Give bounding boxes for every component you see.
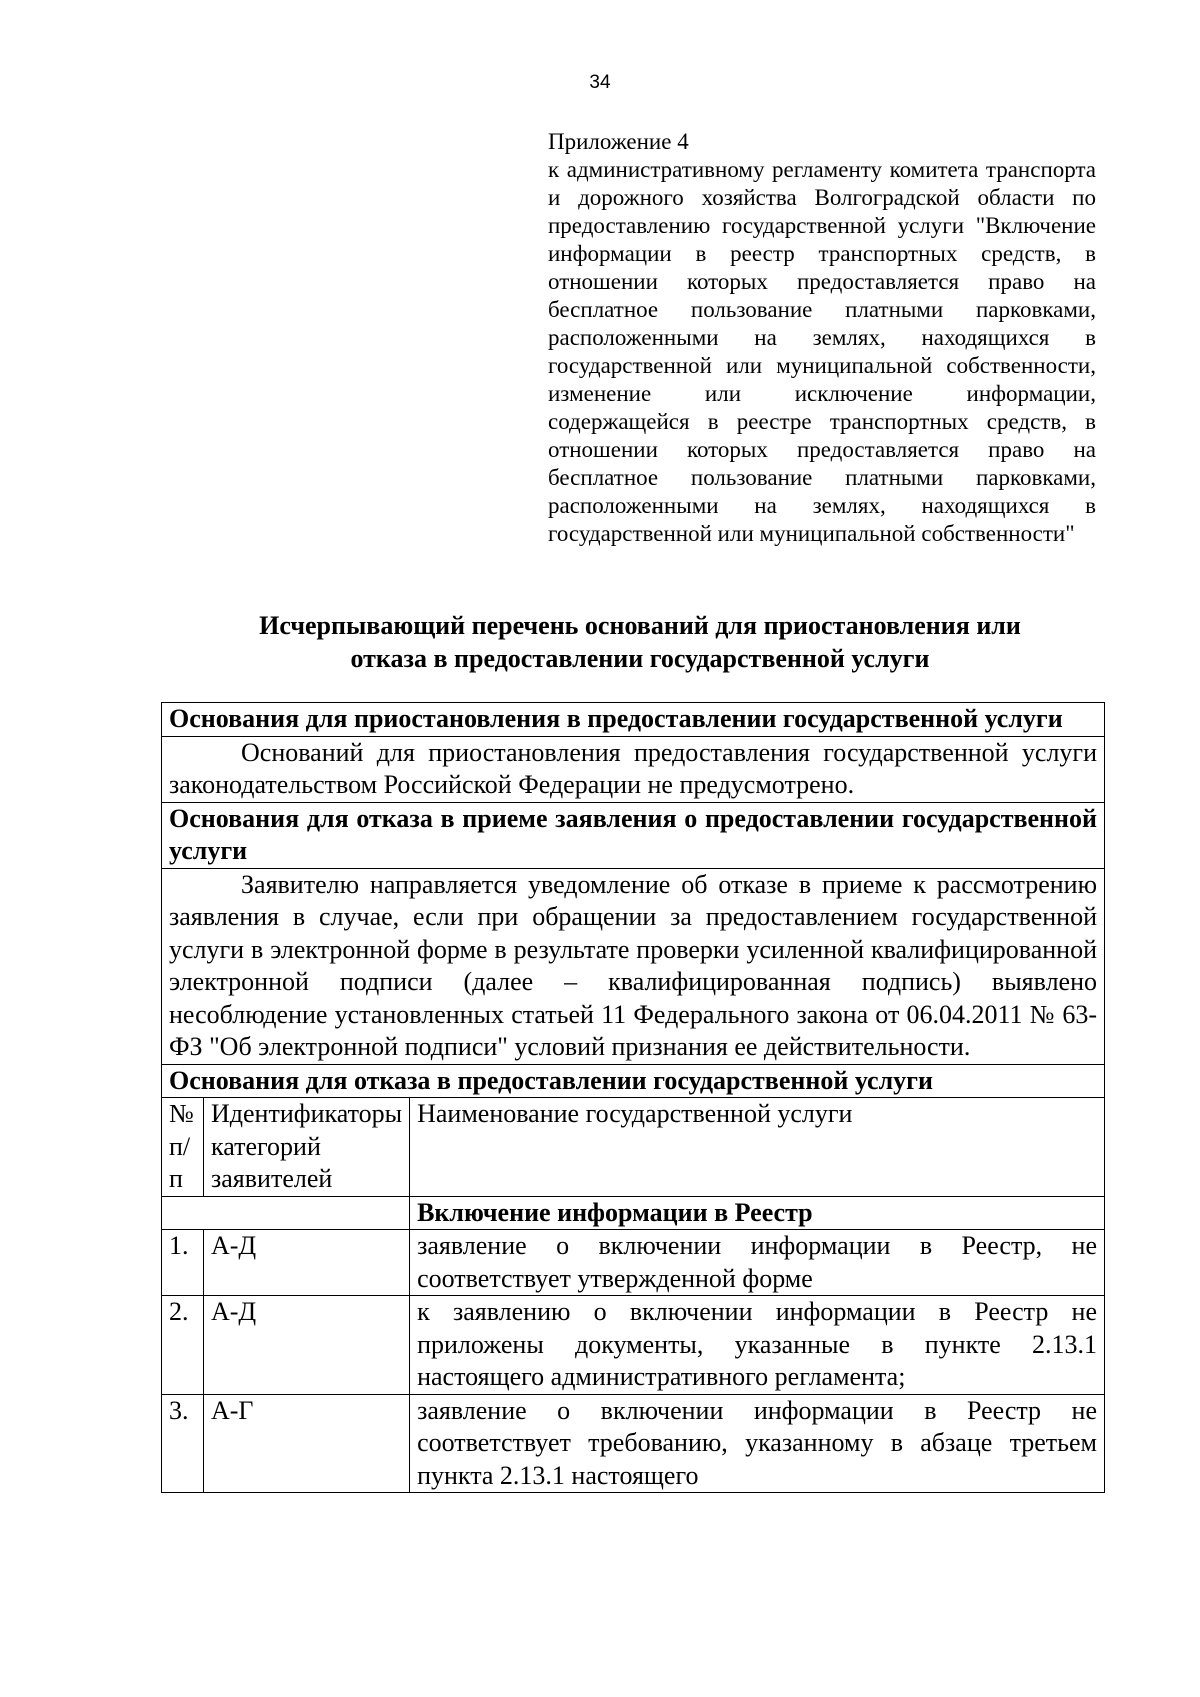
suspension-heading: Основания для приостановления в предоставлении государственной услуги	[162, 703, 1105, 737]
appendix-block	[548, 128, 1096, 548]
column-header-num: № п/п	[162, 1098, 204, 1197]
row-applicant-ids: А-Г	[204, 1394, 410, 1493]
table-row	[162, 1296, 1105, 1395]
table-row	[162, 868, 1105, 1064]
column-header-name: Наименование государственной услуги	[410, 1098, 1105, 1197]
table-row	[162, 1230, 1105, 1296]
grounds-table	[161, 702, 1105, 1493]
row-reason-text: к заявлению о включении информации в Реестр не приложены документы, указанные в пункте 2.13.1 настоящего административного регламента;	[410, 1296, 1105, 1395]
group-empty-cell	[162, 1196, 410, 1230]
page-number: 34	[589, 72, 611, 93]
group-label: Включение информации в Реестр	[410, 1196, 1105, 1230]
row-reason-text: заявление о включении информации в Реестр не соответствует требованию, указанному в абзаце третьем пункта 2.13.1 настоящего	[410, 1394, 1105, 1493]
table-row	[162, 802, 1105, 868]
table-group-row	[162, 1196, 1105, 1230]
row-number: 3.	[162, 1394, 204, 1493]
table-row	[162, 736, 1105, 802]
document-title-line-2: отказа в предоставлении государственной услуги	[350, 644, 930, 673]
refusal-accept-text: Заявителю направляется уведомление об отказе в приеме к рассмотрению заявления в случае, если при обращении за предоставлением государственной услуги в электронной форме в результате проверки усиленной квалифицированной электронной подписи (далее – квалифицированная подпись) выявлено несоблюдение установленных статьей 11 Федерального закона от 06.04.2011 № 63-ФЗ "Об электронной подписи" условий признания ее действительности.	[162, 868, 1105, 1064]
column-header-ids: Идентификаторы категорий заявителей	[204, 1098, 410, 1197]
row-reason-text: заявление о включении информации в Реестр, не соответствует утвержденной форме	[410, 1230, 1105, 1296]
refusal-accept-heading: Основания для отказа в приеме заявления о предоставлении государственной услуги	[162, 802, 1105, 868]
row-applicant-ids: А-Д	[204, 1296, 410, 1395]
row-number: 2.	[162, 1296, 204, 1395]
appendix-body: к административному регламенту комитета транспорта и дорожного хозяйства Волгоградской области по предоставлению государственной услуги "Включение информации в реестр транспортных средств, в отношении которых предоставляется право на бесплатное пользование платными парковками, расположенными на землях, находящихся в государственной или муниципальной собственности, изменение или исключение информации, содержащейся в реестре транспортных средств, в отношении которых предоставляется право на бесплатное пользование платными парковками, расположенными на землях, находящихся в государственной или муниципальной собственности"	[548, 157, 1096, 546]
table-row	[162, 1394, 1105, 1493]
document-title-line-1: Исчерпывающий перечень оснований для приостановления или	[259, 611, 1021, 640]
table-header-row	[162, 1098, 1105, 1197]
row-number: 1.	[162, 1230, 204, 1296]
table-row	[162, 1064, 1105, 1098]
refusal-service-heading: Основания для отказа в предоставлении государственной услуги	[162, 1064, 1105, 1098]
suspension-text: Оснований для приостановления предоставления государственной услуги законодательством Российской Федерации не предусмотрено.	[162, 736, 1105, 802]
appendix-title: Приложение 4	[548, 129, 689, 154]
row-applicant-ids: А-Д	[204, 1230, 410, 1296]
document-title	[160, 609, 1120, 675]
table-row	[162, 703, 1105, 737]
